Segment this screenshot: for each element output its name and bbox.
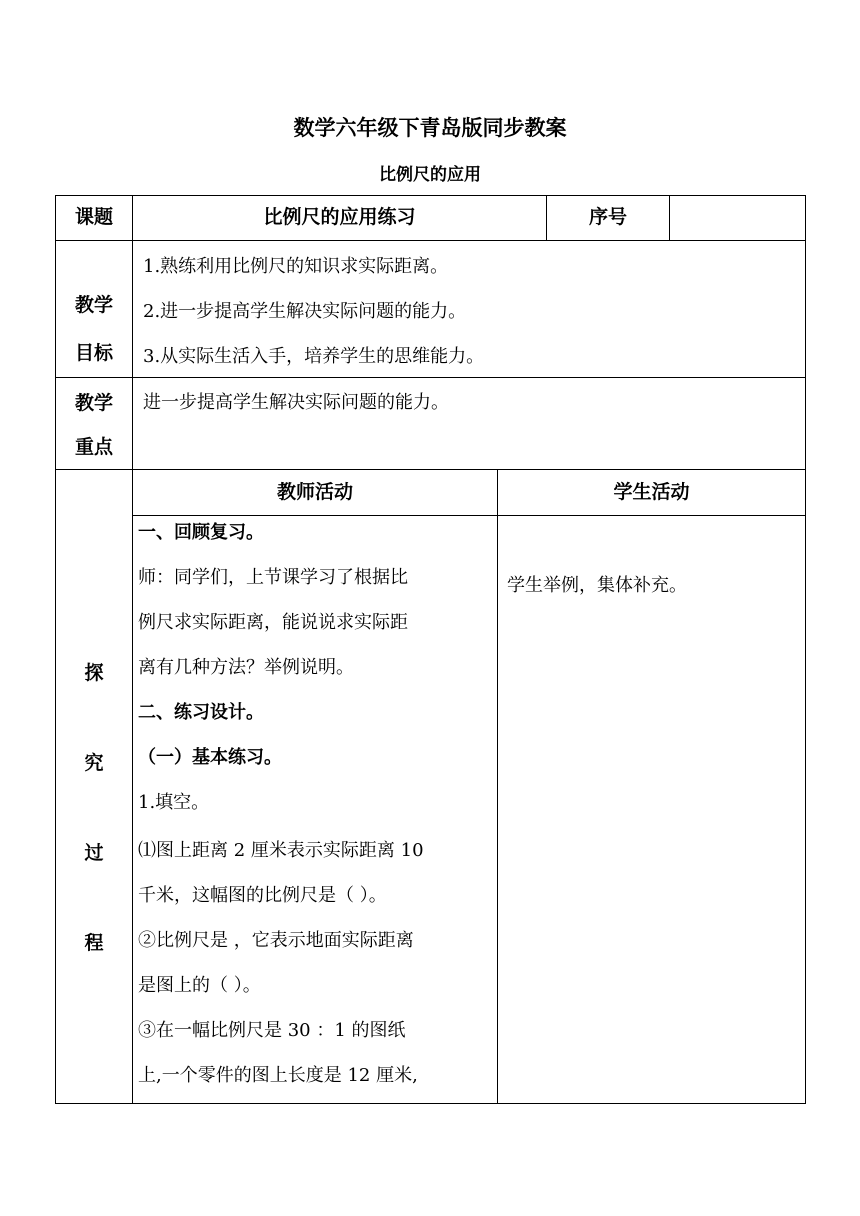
teacher-line: 例尺求实际距离，能说说求实际距 [138,612,408,633]
key-points-content: 进一步提高学生解决实际问题的能力。 [143,392,449,413]
key-points-label-line1: 教学 [74,392,113,414]
process-label-char: 探 [84,662,104,684]
column-divider [497,469,498,1104]
topic-label: 课题 [74,206,113,228]
row-divider [55,240,806,241]
teacher-activity-content [138,510,496,1100]
objective-item: 1.熟练利用比例尺的知识求实际距离。 [143,256,449,277]
teacher-line: ③在一幅比例尺是 30 ：1 的图纸 [138,1020,406,1041]
student-activity-content [507,563,803,623]
objective-item: 2.进一步提高学生解决实际问题的能力。 [143,301,467,322]
section-heading: 一、回顾复习。 [138,522,264,543]
objectives-label-line1: 教学 [74,294,113,316]
teacher-line: ⑴图上距离 2 厘米表示实际距离 10 [138,840,424,861]
teacher-line: 师：同学们，上节课学习了根据比 [138,567,408,588]
table-border-left [55,195,56,1104]
sequence-label: 序号 [588,206,627,228]
key-points-label-line2: 重点 [74,436,113,458]
objectives-label-line2: 目标 [74,342,113,364]
teacher-line: 是图上的（ ）。 [138,975,261,996]
teacher-line: 千米，这幅图的比例尺是（ ）。 [138,885,387,906]
process-label-char: 究 [84,752,104,774]
table-border-bottom [55,1103,806,1104]
document-subtitle: 比例尺的应用 [379,165,481,185]
teacher-line: ②比例尺是 ，它表示地面实际距离 [138,930,414,951]
lesson-plan-table [55,195,806,1104]
sequence-value [670,195,805,240]
table-border-right [805,195,806,1104]
document-title: 数学六年级下青岛版同步教案 [293,116,567,140]
objective-item: 3.从实际生活入手，培养学生的思维能力。 [143,346,485,367]
subsection-heading: （一）基本练习。 [138,747,282,768]
student-line: 学生举例，集体补充。 [507,575,687,596]
teacher-line: 离有几种方法？举例说明。 [138,657,354,678]
teacher-activity-header: 教师活动 [276,481,353,503]
teacher-line: 1.填空。 [138,792,210,813]
section-heading: 二、练习设计。 [138,702,264,723]
student-activity-header: 学生活动 [613,481,690,503]
topic-value: 比例尺的应用练习 [263,206,416,228]
teacher-line: 上,一个零件的图上长度是 12 厘米, [138,1065,418,1086]
column-divider [132,195,133,1104]
objectives-list [143,244,803,377]
process-label-char: 程 [84,932,104,954]
process-label-char: 过 [84,842,104,864]
key-points-text [143,380,803,425]
